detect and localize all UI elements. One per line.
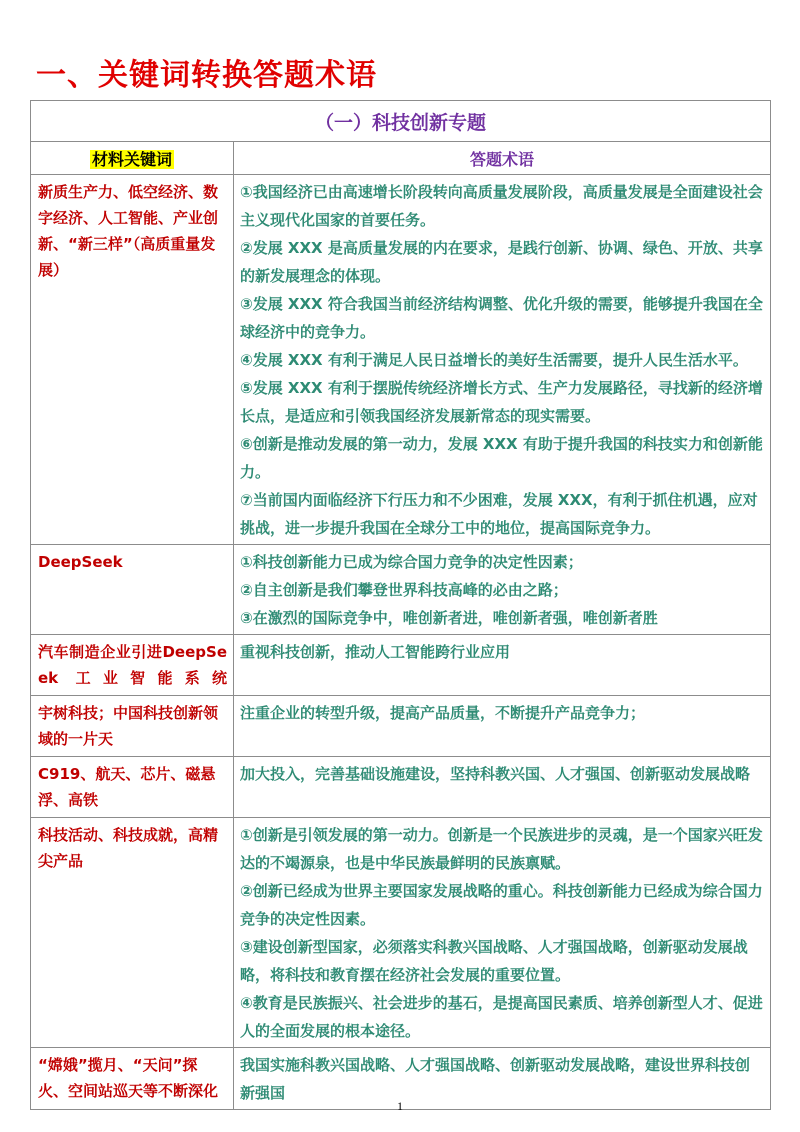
keyword-cell: 汽车制造企业引进DeepSeek 工业智能系统 (31, 635, 234, 696)
term-line: ③发展 XXX 符合我国当前经济结构调整、优化升级的需要，能够提升我国在全球经济中的竞争力。 (240, 295, 763, 341)
term-line: ①我国经济已由高速增长阶段转向高质量发展阶段，高质量发展是全面建设社会主义现代化国家的首要任务。 (240, 183, 763, 229)
table-header-row (31, 142, 771, 175)
keyword-cell: C919、航天、芯片、磁悬浮、高铁 (31, 757, 234, 818)
term-line: ②创新已经成为世界主要国家发展战略的重心。科技创新能力已经成为综合国力竞争的决定性因素。 (240, 882, 763, 928)
term-cell (234, 757, 771, 818)
table-row (31, 818, 771, 1048)
term-cell (234, 175, 771, 545)
keyword-cell: DeepSeek (31, 545, 234, 635)
term-line: ⑥创新是推动发展的第一动力，发展 XXX 有助于提升我国的科技实力和创新能力。 (240, 435, 763, 481)
term-line: 我国实施科教兴国战略、人才强国战略、创新驱动发展战略，建设世界科技创新强国 (240, 1056, 751, 1102)
term-line: ③建设创新型国家，必须落实科教兴国战略、人才强国战略，创新驱动发展战略，将科技和教育摆在经济社会发展的重要位置。 (240, 938, 748, 984)
term-line: ②发展 XXX 是高质量发展的内在要求，是践行创新、协调、绿色、开放、共享的新发展理念的体现。 (240, 239, 763, 285)
table-row (31, 757, 771, 818)
header-term-cell (234, 142, 771, 175)
term-cell (234, 696, 771, 757)
header-keyword-cell (31, 142, 234, 175)
term-cell (234, 818, 771, 1048)
table-row (31, 175, 771, 545)
term-line: 注重企业的转型升级，提高产品质量，不断提升产品竞争力； (240, 704, 646, 722)
table-row (31, 696, 771, 757)
term-line: ④发展 XXX 有利于满足人民日益增长的美好生活需要，提升人民生活水平。 (240, 351, 748, 369)
term-line: 加大投入，完善基础设施建设，坚持科教兴国、人才强国、创新驱动发展战略 (240, 765, 751, 783)
term-line: 重视科技创新，推动人工智能跨行业应用 (240, 643, 511, 661)
header-keyword-label: 材料关键词 (91, 149, 172, 169)
page-title: 一、关键词转换答题术语 (36, 58, 377, 93)
term-line: ⑦当前国内面临经济下行压力和不少困难，发展 XXX，有利于抓住机遇，应对挑战，进一步提升我国在全球分工中的地位，提高国际竞争力。 (240, 491, 758, 537)
table-row (31, 545, 771, 635)
term-cell (234, 635, 771, 696)
term-line: ②自主创新是我们攀登世界科技高峰的必由之路； (240, 581, 568, 599)
term-line: ⑤发展 XXX 有利于摆脱传统经济增长方式、生产力发展路径，寻找新的经济增长点，是适应和引领我国经济发展新常态的现实需要。 (240, 379, 763, 425)
header-term-label: 答题术语 (469, 149, 534, 169)
keyword-cell: “嫦娥”揽月、“天问”探火、空间站巡天等不断深化 (31, 1048, 234, 1110)
term-line: ①创新是引领发展的第一动力。创新是一个民族进步的灵魂，是一个国家兴旺发达的不竭源泉，也是中华民族最鲜明的民族禀赋。 (240, 826, 763, 872)
term-line: ③在激烈的国际竞争中，唯创新者进，唯创新者强，唯创新者胜 (240, 609, 658, 627)
section-title-row (31, 101, 771, 142)
section-title: （一）科技创新专题 (31, 101, 771, 142)
page-number: 1 (397, 1099, 403, 1113)
keyword-terms-table (30, 100, 771, 1110)
term-line: ①科技创新能力已成为综合国力竞争的决定性因素； (240, 553, 583, 571)
keyword-cell: 新质生产力、低空经济、数字经济、人工智能、产业创新、“新三样”（高质重量发展） (31, 175, 234, 545)
table-row (31, 635, 771, 696)
keyword-cell: 宇树科技；中国科技创新领域的一片天 (31, 696, 234, 757)
keyword-cell: 科技活动、科技成就，高精尖产品 (31, 818, 234, 1048)
term-cell (234, 545, 771, 635)
term-line: ④教育是民族振兴、社会进步的基石，是提高国民素质、培养创新型人才、促进人的全面发展的根本途径。 (240, 994, 763, 1040)
